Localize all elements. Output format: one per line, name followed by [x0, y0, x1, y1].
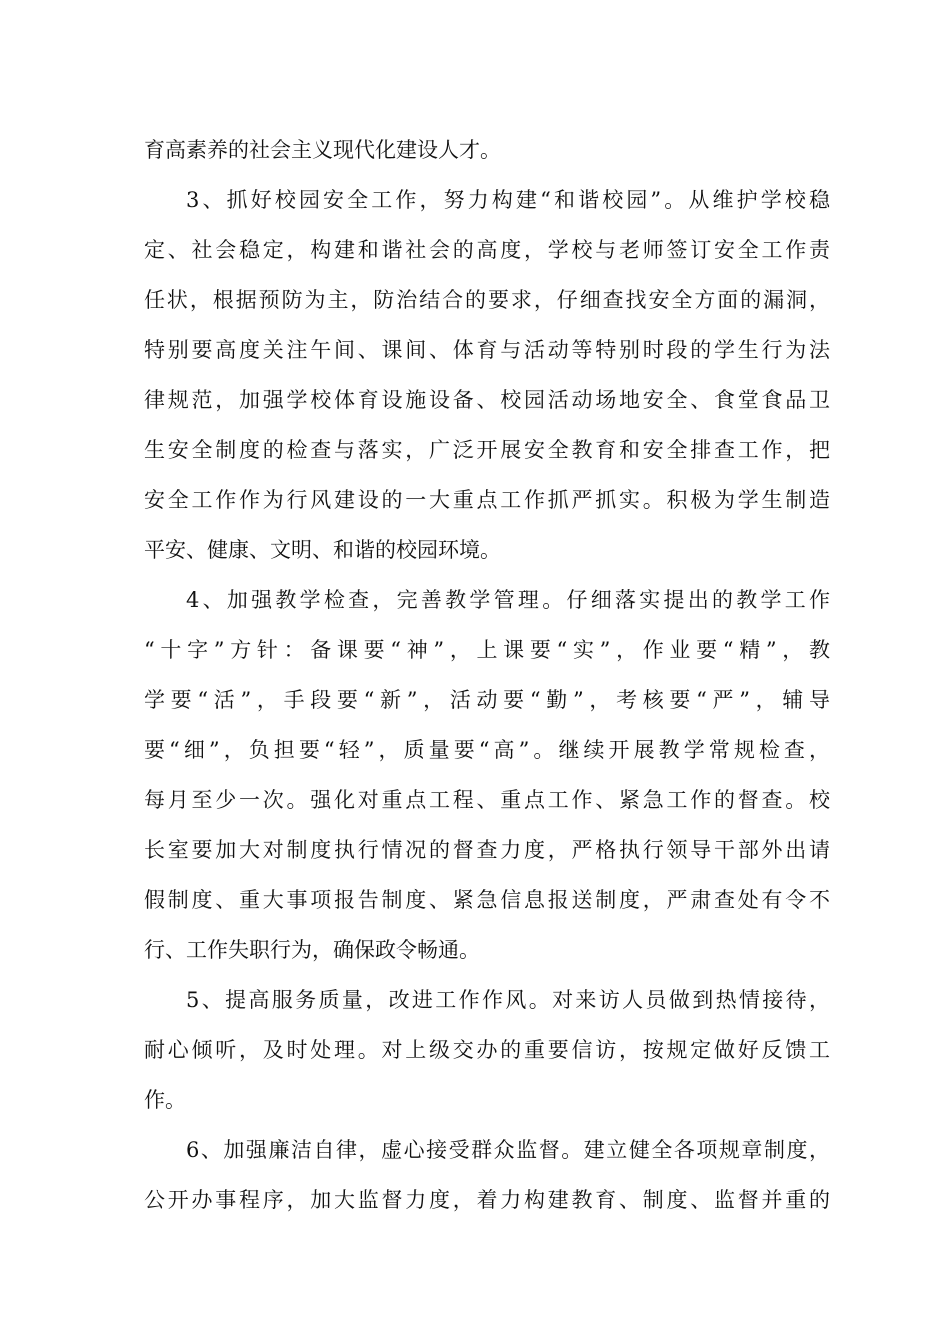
text-line: 任状，根据预防为主，防治结合的要求，仔细查找安全方面的漏洞， [144, 288, 830, 312]
text-line: 学要“活”，手段要“新”，活动要“勤”，考核要“严”，辅导 [144, 688, 830, 712]
text-line: 要“细”，负担要“轻”，质量要“高”。继续开展教学常规检查， [144, 738, 830, 762]
paragraph-6-start: 6、加强廉洁自律，虚心接受群众监督。建立健全各项规章制度， [186, 1138, 830, 1162]
text-line: 耐心倾听，及时处理。对上级交办的重要信访，按规定做好反馈工 [144, 1038, 830, 1062]
text-line: 生安全制度的检查与落实，广泛开展安全教育和安全排查工作，把 [144, 438, 830, 462]
text-line: 律规范，加强学校体育设施设备、校园活动场地安全、食堂食品卫 [144, 388, 830, 412]
text-line: 假制度、重大事项报告制度、紧急信息报送制度，严肃查处有令不 [144, 888, 830, 912]
text-line: 特别要高度关注午间、课间、体育与活动等特别时段的学生行为法 [144, 338, 830, 362]
paragraph-5-start: 5、提高服务质量，改进工作作风。对来访人员做到热情接待， [186, 988, 830, 1012]
text-line: 公开办事程序，加大监督力度，着力构建教育、制度、监督并重的 [144, 1188, 830, 1212]
text-line: “十字”方针：备课要“神”，上课要“实”，作业要“精”，教 [144, 638, 830, 662]
text-line: 行、工作失职行为，确保政令畅通。 [144, 938, 480, 962]
text-line: 安全工作作为行风建设的一大重点工作抓严抓实。积极为学生制造 [144, 488, 830, 512]
text-line: 作。 [144, 1088, 186, 1112]
text-line: 平安、健康、文明、和谐的校园环境。 [144, 538, 501, 562]
text-line: 长室要加大对制度执行情况的督查力度，严格执行领导干部外出请 [144, 838, 830, 862]
text-line: 每月至少一次。强化对重点工程、重点工作、紧急工作的督查。校 [144, 788, 830, 812]
paragraph-3-start: 3、抓好校园安全工作，努力构建“和谐校园”。从维护学校稳 [186, 188, 830, 212]
paragraph-4-start: 4、加强教学检查，完善教学管理。仔细落实提出的教学工作 [186, 588, 830, 612]
text-line: 育高素养的社会主义现代化建设人才。 [144, 138, 501, 162]
text-line: 定、社会稳定，构建和谐社会的高度，学校与老师签订安全工作责 [144, 238, 830, 262]
